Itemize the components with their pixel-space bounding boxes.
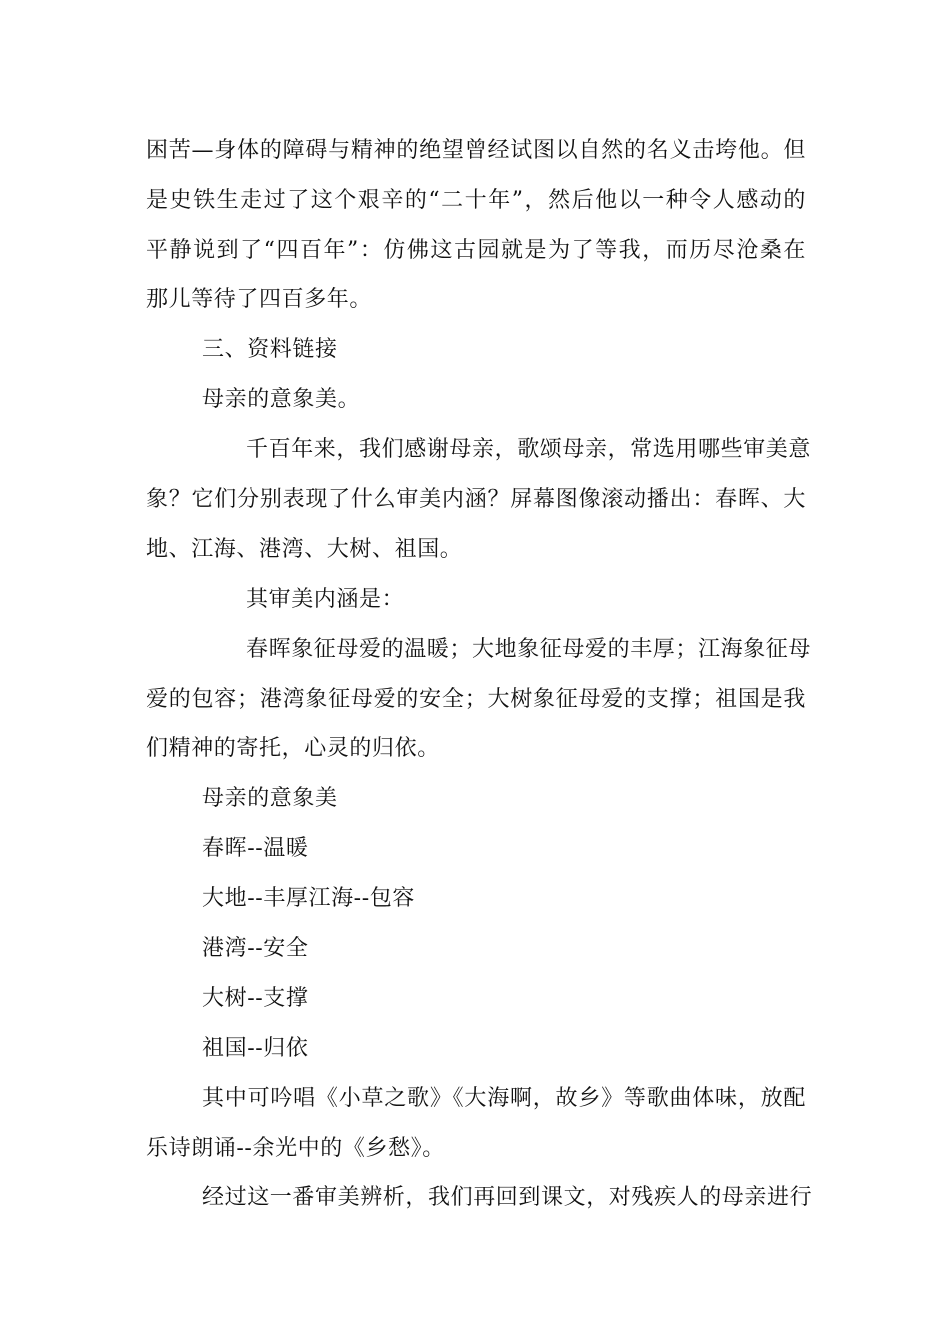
paragraph-line: 困苦—身体的障碍与精神的绝望曾经试图以自然的名义击垮他。但 <box>146 138 806 163</box>
list-title: 母亲的意象美 <box>202 786 338 811</box>
paragraph-line: 象？它们分别表现了什么审美内涵？屏幕图像滚动播出：春晖、大 <box>146 487 806 512</box>
paragraph-line: 千百年来，我们感谢母亲，歌颂母亲，常选用哪些审美意 <box>246 437 812 462</box>
paragraph-line: 是史铁生走过了这个艰辛的“二十年”，然后他以一种令人感动的 <box>146 188 806 213</box>
list-item: 大地--丰厚江海--包容 <box>202 886 415 911</box>
list-item: 春晖--温暖 <box>202 836 309 861</box>
list-item: 祖国--归依 <box>202 1036 309 1061</box>
paragraph-line: 们精神的寄托，心灵的归依。 <box>146 736 440 761</box>
paragraph-line: 经过这一番审美辨析，我们再回到课文，对残疾人的母亲进行 <box>202 1185 813 1210</box>
paragraph-line: 乐诗朗诵--余光中的《乡愁》。 <box>146 1136 445 1161</box>
list-item: 港湾--安全 <box>202 936 309 961</box>
paragraph-line: 其审美内涵是： <box>246 587 405 612</box>
section-heading: 三、资料链接 <box>202 337 338 362</box>
paragraph-line: 春晖象征母爱的温暖；大地象征母爱的丰厚；江海象征母 <box>246 637 812 662</box>
list-item: 大树--支撑 <box>202 986 309 1011</box>
paragraph-line: 地、江海、港湾、大树、祖国。 <box>146 537 463 562</box>
subsection-heading: 母亲的意象美。 <box>202 387 361 412</box>
paragraph-line: 平静说到了“四百年”：仿佛这古园就是为了等我，而历尽沧桑在 <box>146 238 806 263</box>
paragraph-line: 那儿等待了四百多年。 <box>146 287 373 312</box>
paragraph-line: 其中可吟唱《小草之歌》《大海啊，故乡》等歌曲体味，放配 <box>202 1086 806 1111</box>
paragraph-line: 爱的包容；港湾象征母爱的安全；大树象征母爱的支撑；祖国是我 <box>146 687 806 712</box>
